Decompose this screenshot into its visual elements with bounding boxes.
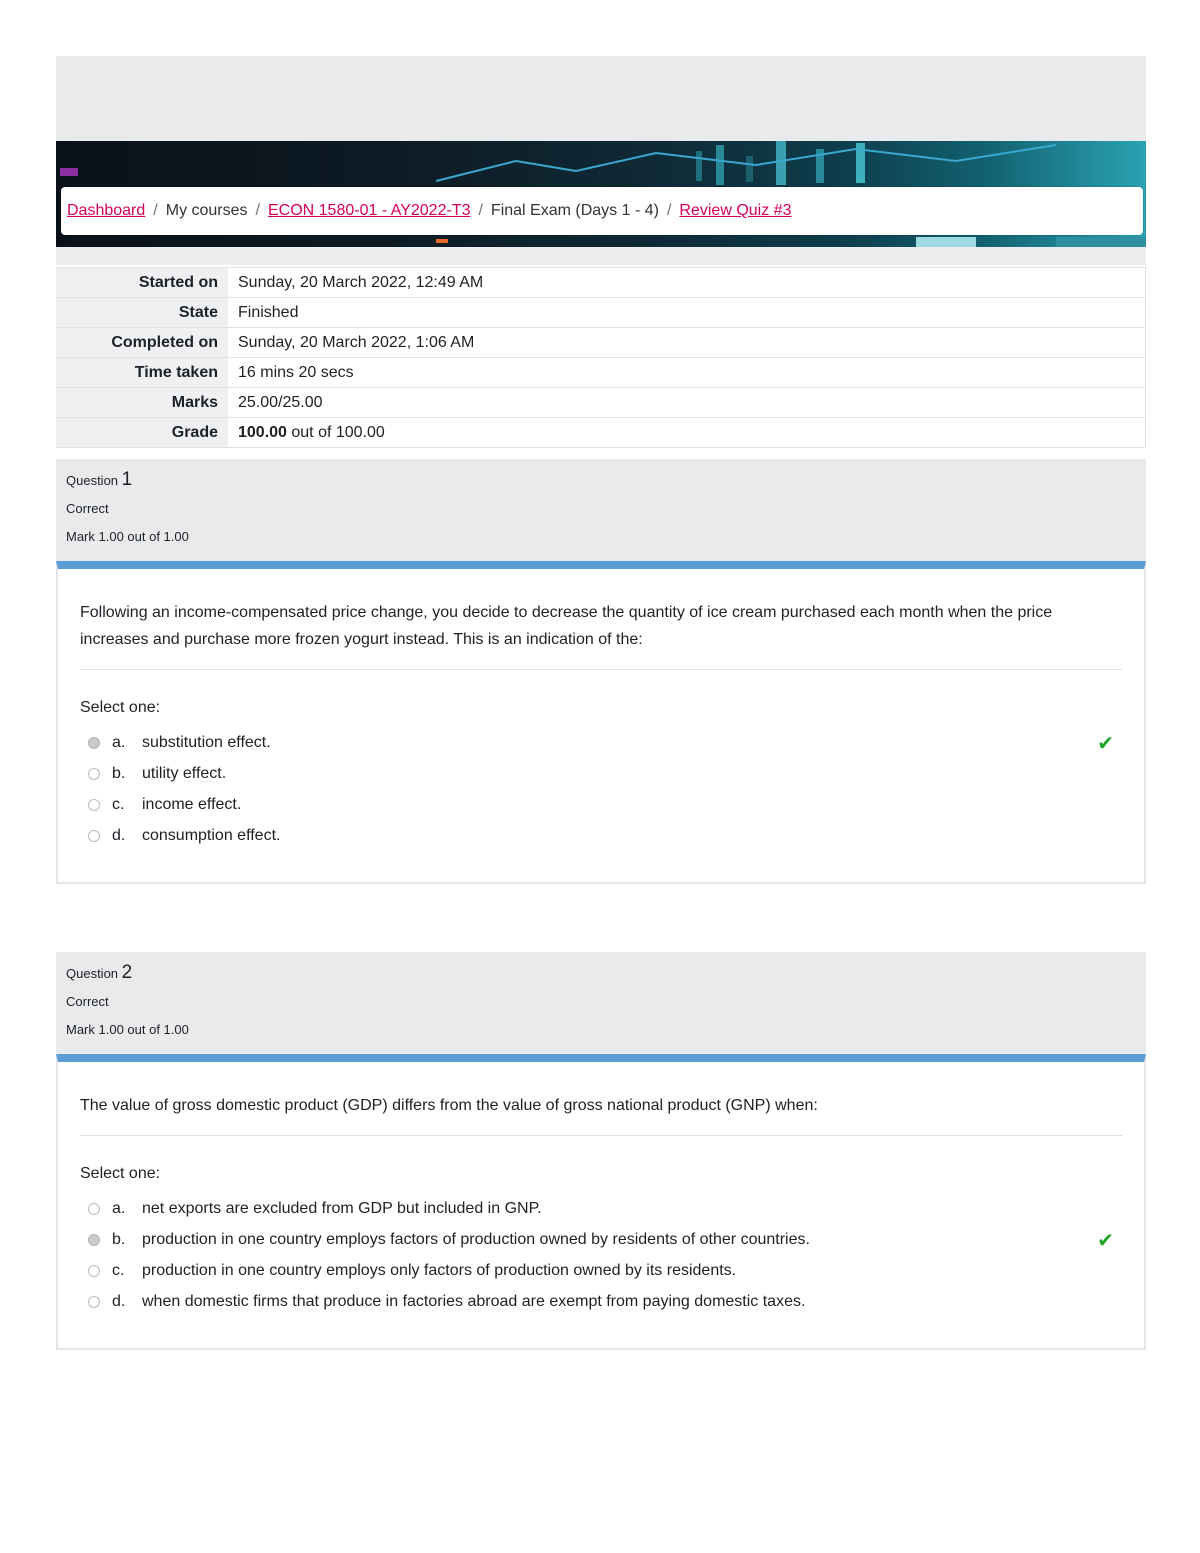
answer-option[interactable] bbox=[88, 1286, 1144, 1317]
summary-row bbox=[56, 388, 1146, 418]
option-text[interactable]: net exports are excluded from GDP but included in GNP. bbox=[142, 1199, 542, 1217]
option-text[interactable]: utility effect. bbox=[142, 764, 227, 782]
option-letter: a. bbox=[112, 733, 126, 751]
answer-option[interactable] bbox=[88, 1255, 1144, 1286]
summary-value: Sunday, 20 March 2022, 1:06 AM bbox=[228, 328, 1146, 358]
attempt-summary-table bbox=[56, 267, 1146, 448]
option-text[interactable]: production in one country employs factors of production owned by residents of other countries. bbox=[142, 1230, 810, 1248]
summary-row bbox=[56, 328, 1146, 358]
select-one-prompt: Select one: bbox=[80, 699, 161, 716]
divider bbox=[80, 1135, 1122, 1136]
radio-button[interactable] bbox=[88, 830, 100, 842]
answer-option[interactable] bbox=[88, 789, 1144, 820]
question-content bbox=[56, 561, 1146, 884]
summary-value: 25.00/25.00 bbox=[228, 388, 1146, 418]
question-info bbox=[56, 952, 1146, 1054]
answer-option[interactable] bbox=[88, 1224, 1144, 1255]
breadcrumb-separator: / bbox=[255, 202, 260, 219]
breadcrumb-separator: / bbox=[666, 202, 672, 219]
answer-option[interactable] bbox=[88, 758, 1144, 789]
option-letter: a. bbox=[112, 1199, 126, 1217]
summary-value: Sunday, 20 March 2022, 12:49 AM bbox=[228, 268, 1146, 298]
radio-button[interactable] bbox=[88, 799, 100, 811]
question-info bbox=[56, 459, 1146, 561]
answer-options bbox=[58, 1193, 1144, 1317]
option-text[interactable]: substitution effect. bbox=[142, 733, 271, 751]
summary-value bbox=[228, 418, 1146, 448]
summary-label: State bbox=[56, 298, 228, 328]
correct-check-icon: ✔ bbox=[1097, 733, 1114, 755]
question-label: Question bbox=[66, 473, 119, 488]
option-letter: d. bbox=[112, 1292, 126, 1310]
question-mark: Mark 1.00 out of 1.00 bbox=[66, 1022, 189, 1037]
summary-label: Completed on bbox=[56, 328, 228, 358]
question-text: Following an income-compensated price change, you decide to decrease the quantity of ice cream purchased each month when the price increases and purchase more frozen yogurt instead. This is an indication of the: bbox=[80, 604, 1053, 648]
summary-row bbox=[56, 268, 1146, 298]
top-gray-area bbox=[56, 56, 1146, 141]
option-letter: b. bbox=[112, 1230, 126, 1248]
question-label: Question bbox=[66, 966, 119, 981]
radio-button[interactable] bbox=[88, 1203, 100, 1215]
correct-check-icon: ✔ bbox=[1097, 1230, 1114, 1252]
grade-out-of: out of 100.00 bbox=[286, 423, 385, 441]
breadcrumb bbox=[61, 187, 1143, 235]
question-number bbox=[66, 962, 1136, 990]
breadcrumb-separator: / bbox=[153, 202, 158, 219]
question-2 bbox=[56, 952, 1146, 1350]
question-number-value: 1 bbox=[121, 469, 133, 490]
option-text[interactable]: production in one country employs only factors of production owned by its residents. bbox=[142, 1261, 737, 1279]
option-letter: b. bbox=[112, 764, 126, 782]
summary-label: Marks bbox=[56, 388, 228, 418]
summary-row bbox=[56, 358, 1146, 388]
option-text[interactable]: consumption effect. bbox=[142, 826, 281, 844]
option-letter: d. bbox=[112, 826, 126, 844]
answer-option[interactable] bbox=[88, 1193, 1144, 1224]
grade-value: 100.00 bbox=[238, 423, 287, 441]
question-content bbox=[56, 1054, 1146, 1350]
option-text[interactable]: when domestic firms that produce in factories abroad are exempt from paying domestic taxes. bbox=[142, 1292, 806, 1310]
header-spacer bbox=[56, 247, 1146, 265]
option-letter: c. bbox=[112, 1261, 125, 1279]
summary-label: Grade bbox=[56, 418, 228, 448]
summary-label: Started on bbox=[56, 268, 228, 298]
radio-button[interactable] bbox=[88, 1296, 100, 1308]
question-number-value: 2 bbox=[121, 962, 133, 983]
divider bbox=[80, 669, 1122, 670]
summary-value: 16 mins 20 secs bbox=[228, 358, 1146, 388]
question-number bbox=[66, 469, 1136, 497]
breadcrumb-dashboard-link[interactable]: Dashboard bbox=[67, 202, 146, 219]
purple-marker bbox=[60, 168, 78, 176]
summary-row bbox=[56, 418, 1146, 448]
summary-label: Time taken bbox=[56, 358, 228, 388]
answer-options bbox=[58, 727, 1144, 851]
breadcrumb-separator: / bbox=[478, 202, 483, 219]
radio-button[interactable] bbox=[88, 737, 100, 749]
answer-option[interactable] bbox=[88, 820, 1144, 851]
radio-button[interactable] bbox=[88, 768, 100, 780]
question-state: Correct bbox=[66, 501, 109, 516]
breadcrumb-course-link[interactable]: ECON 1580-01 - AY2022-T3 bbox=[267, 202, 471, 219]
breadcrumb-my-courses: My courses bbox=[165, 202, 248, 219]
option-text[interactable]: income effect. bbox=[142, 795, 242, 813]
breadcrumb-final-exam: Final Exam (Days 1 - 4) bbox=[490, 202, 659, 219]
summary-value: Finished bbox=[228, 298, 1146, 328]
answer-option[interactable] bbox=[88, 727, 1144, 758]
question-state: Correct bbox=[66, 994, 109, 1009]
summary-row bbox=[56, 298, 1146, 328]
select-one-prompt: Select one: bbox=[80, 1165, 161, 1182]
breadcrumb-quiz-link[interactable]: Review Quiz #3 bbox=[679, 202, 792, 219]
radio-button[interactable] bbox=[88, 1234, 100, 1246]
question-1 bbox=[56, 459, 1146, 884]
option-letter: c. bbox=[112, 795, 125, 813]
course-banner bbox=[56, 141, 1146, 247]
question-text: The value of gross domestic product (GDP) differs from the value of gross national product (GNP) when: bbox=[80, 1097, 818, 1114]
page-header bbox=[56, 56, 1146, 448]
radio-button[interactable] bbox=[88, 1265, 100, 1277]
question-mark: Mark 1.00 out of 1.00 bbox=[66, 529, 189, 544]
